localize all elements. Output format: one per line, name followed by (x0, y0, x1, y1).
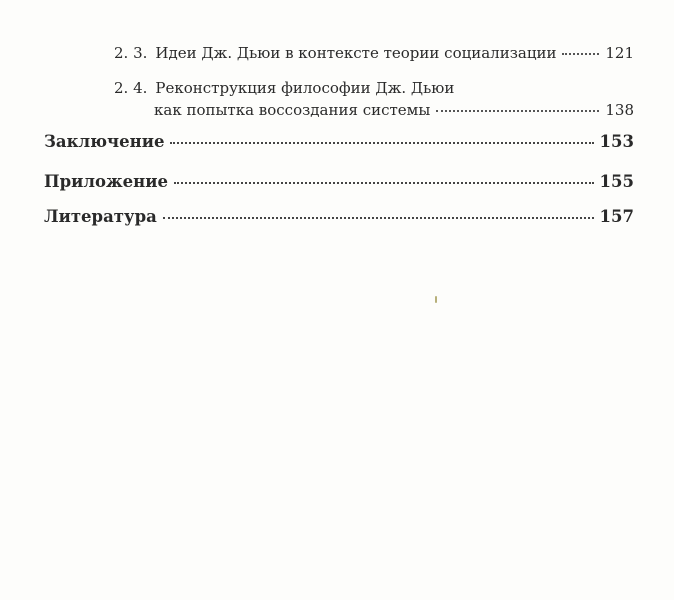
toc-entry-2-4[interactable] (114, 79, 634, 97)
section-title-line2: как попытка воссоздания системы (154, 101, 431, 119)
section-number: 2. 3. (114, 44, 148, 62)
page-number: 157 (599, 207, 634, 226)
toc-entry-2-3[interactable] (114, 44, 634, 62)
toc-entry-2-4-continued[interactable] (154, 101, 634, 119)
dot-leader (562, 53, 599, 55)
toc-entry-conclusion[interactable] (44, 132, 634, 151)
page-number: 138 (605, 101, 634, 119)
page-number: 153 (599, 132, 634, 151)
section-title-line1: Реконструкция философии Дж. Дьюи (155, 79, 455, 97)
section-number: 2. 4. (114, 79, 148, 97)
dot-leader (163, 217, 594, 219)
dot-leader (170, 142, 593, 144)
toc-entry-appendix[interactable] (44, 172, 634, 191)
section-title: Идеи Дж. Дьюи в контексте теории социализации (155, 44, 557, 62)
chapter-title: Заключение (44, 132, 165, 151)
dot-leader (174, 182, 594, 184)
dot-leader (436, 110, 599, 112)
toc-entry-literature[interactable] (44, 207, 634, 226)
page-number: 155 (599, 172, 634, 191)
chapter-title: Приложение (44, 172, 168, 191)
paper-speck (435, 296, 437, 303)
page-number: 121 (605, 44, 634, 62)
chapter-title: Литература (44, 207, 157, 226)
